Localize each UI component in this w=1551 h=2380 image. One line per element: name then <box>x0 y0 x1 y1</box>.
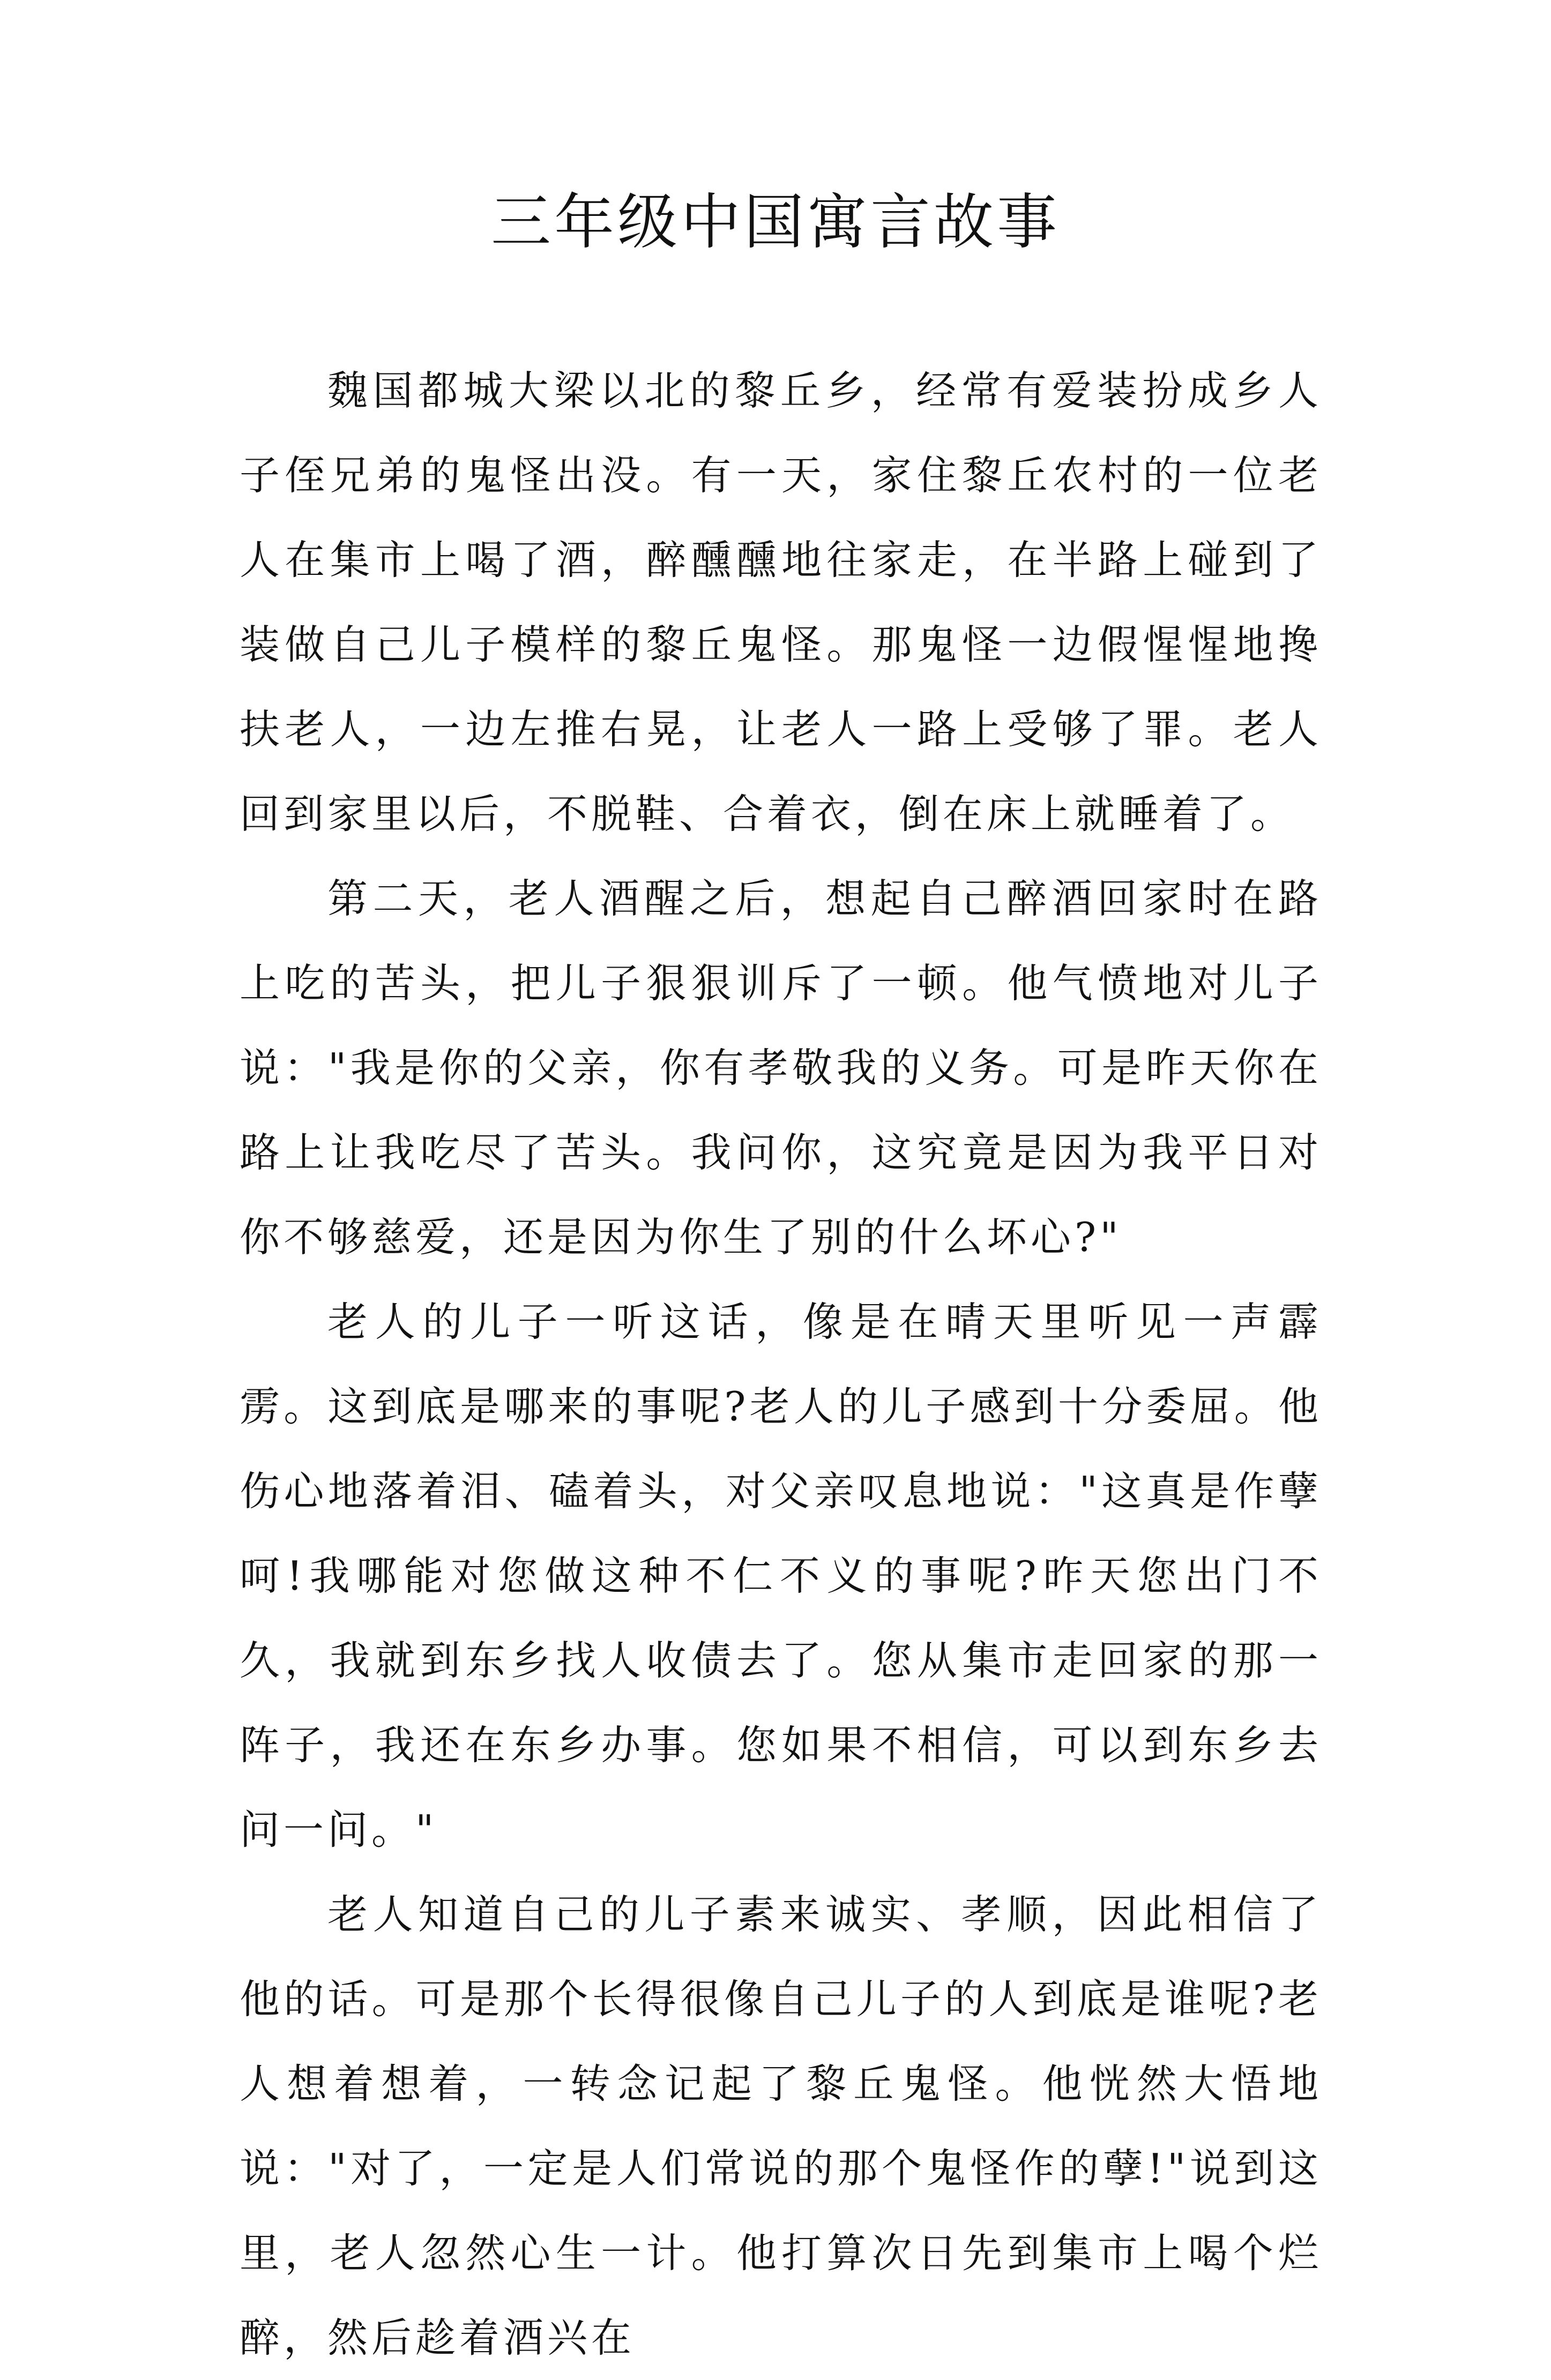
document-title: 三年级中国寓言故事 <box>491 188 1060 257</box>
paragraph: 老人知道自己的儿子素来诚实、孝顺，因此相信了他的话。可是那个长得很像自己儿子的人到底是谁呢?老人想着想着，一转念记起了黎丘鬼怪。他恍然大悟地说："对了，一定是人们常说的那个鬼怪作的孽!"说到这里，老人忽然心生一计。他打算次日先到集市上喝个烂醉，然后趁着酒兴在 <box>240 1891 1322 2361</box>
paragraph: 老人的儿子一听这话，像是在晴天里听见一声霹雳。这到底是哪来的事呢?老人的儿子感到十分委屈。他伤心地落着泪、磕着头，对父亲叹息地说："这真是作孽呵!我哪能对您做这种不仁不义的事呢?昨天您出门不久，我就到东乡找人收债去了。您从集市走回家的那一阵子，我还在东乡办事。您如果不相信，可以到东乡去问一问。" <box>240 1298 1322 1853</box>
paragraph: 第二天，老人酒醒之后，想起自己醉酒回家时在路上吃的苦头，把儿子狠狠训斥了一顿。他气愤地对儿子说："我是你的父亲，你有孝敬我的义务。可是昨天你在路上让我吃尽了苦头。我问你，这究竟是因为我平日对你不够慈爱，还是因为你生了别的什么坏心?" <box>240 875 1322 1261</box>
document-body <box>240 348 1322 2380</box>
paragraph: 魏国都城大梁以北的黎丘乡，经常有爱装扮成乡人子侄兄弟的鬼怪出没。有一天，家住黎丘农村的一位老人在集市上喝了酒，醉醺醺地往家走，在半路上碰到了装做自己儿子模样的黎丘鬼怪。那鬼怪一边假惺惺地搀扶老人，一边左推右晃，让老人一路上受够了罪。老人回到家里以后，不脱鞋、合着衣，倒在床上就睡着了。 <box>240 367 1322 837</box>
